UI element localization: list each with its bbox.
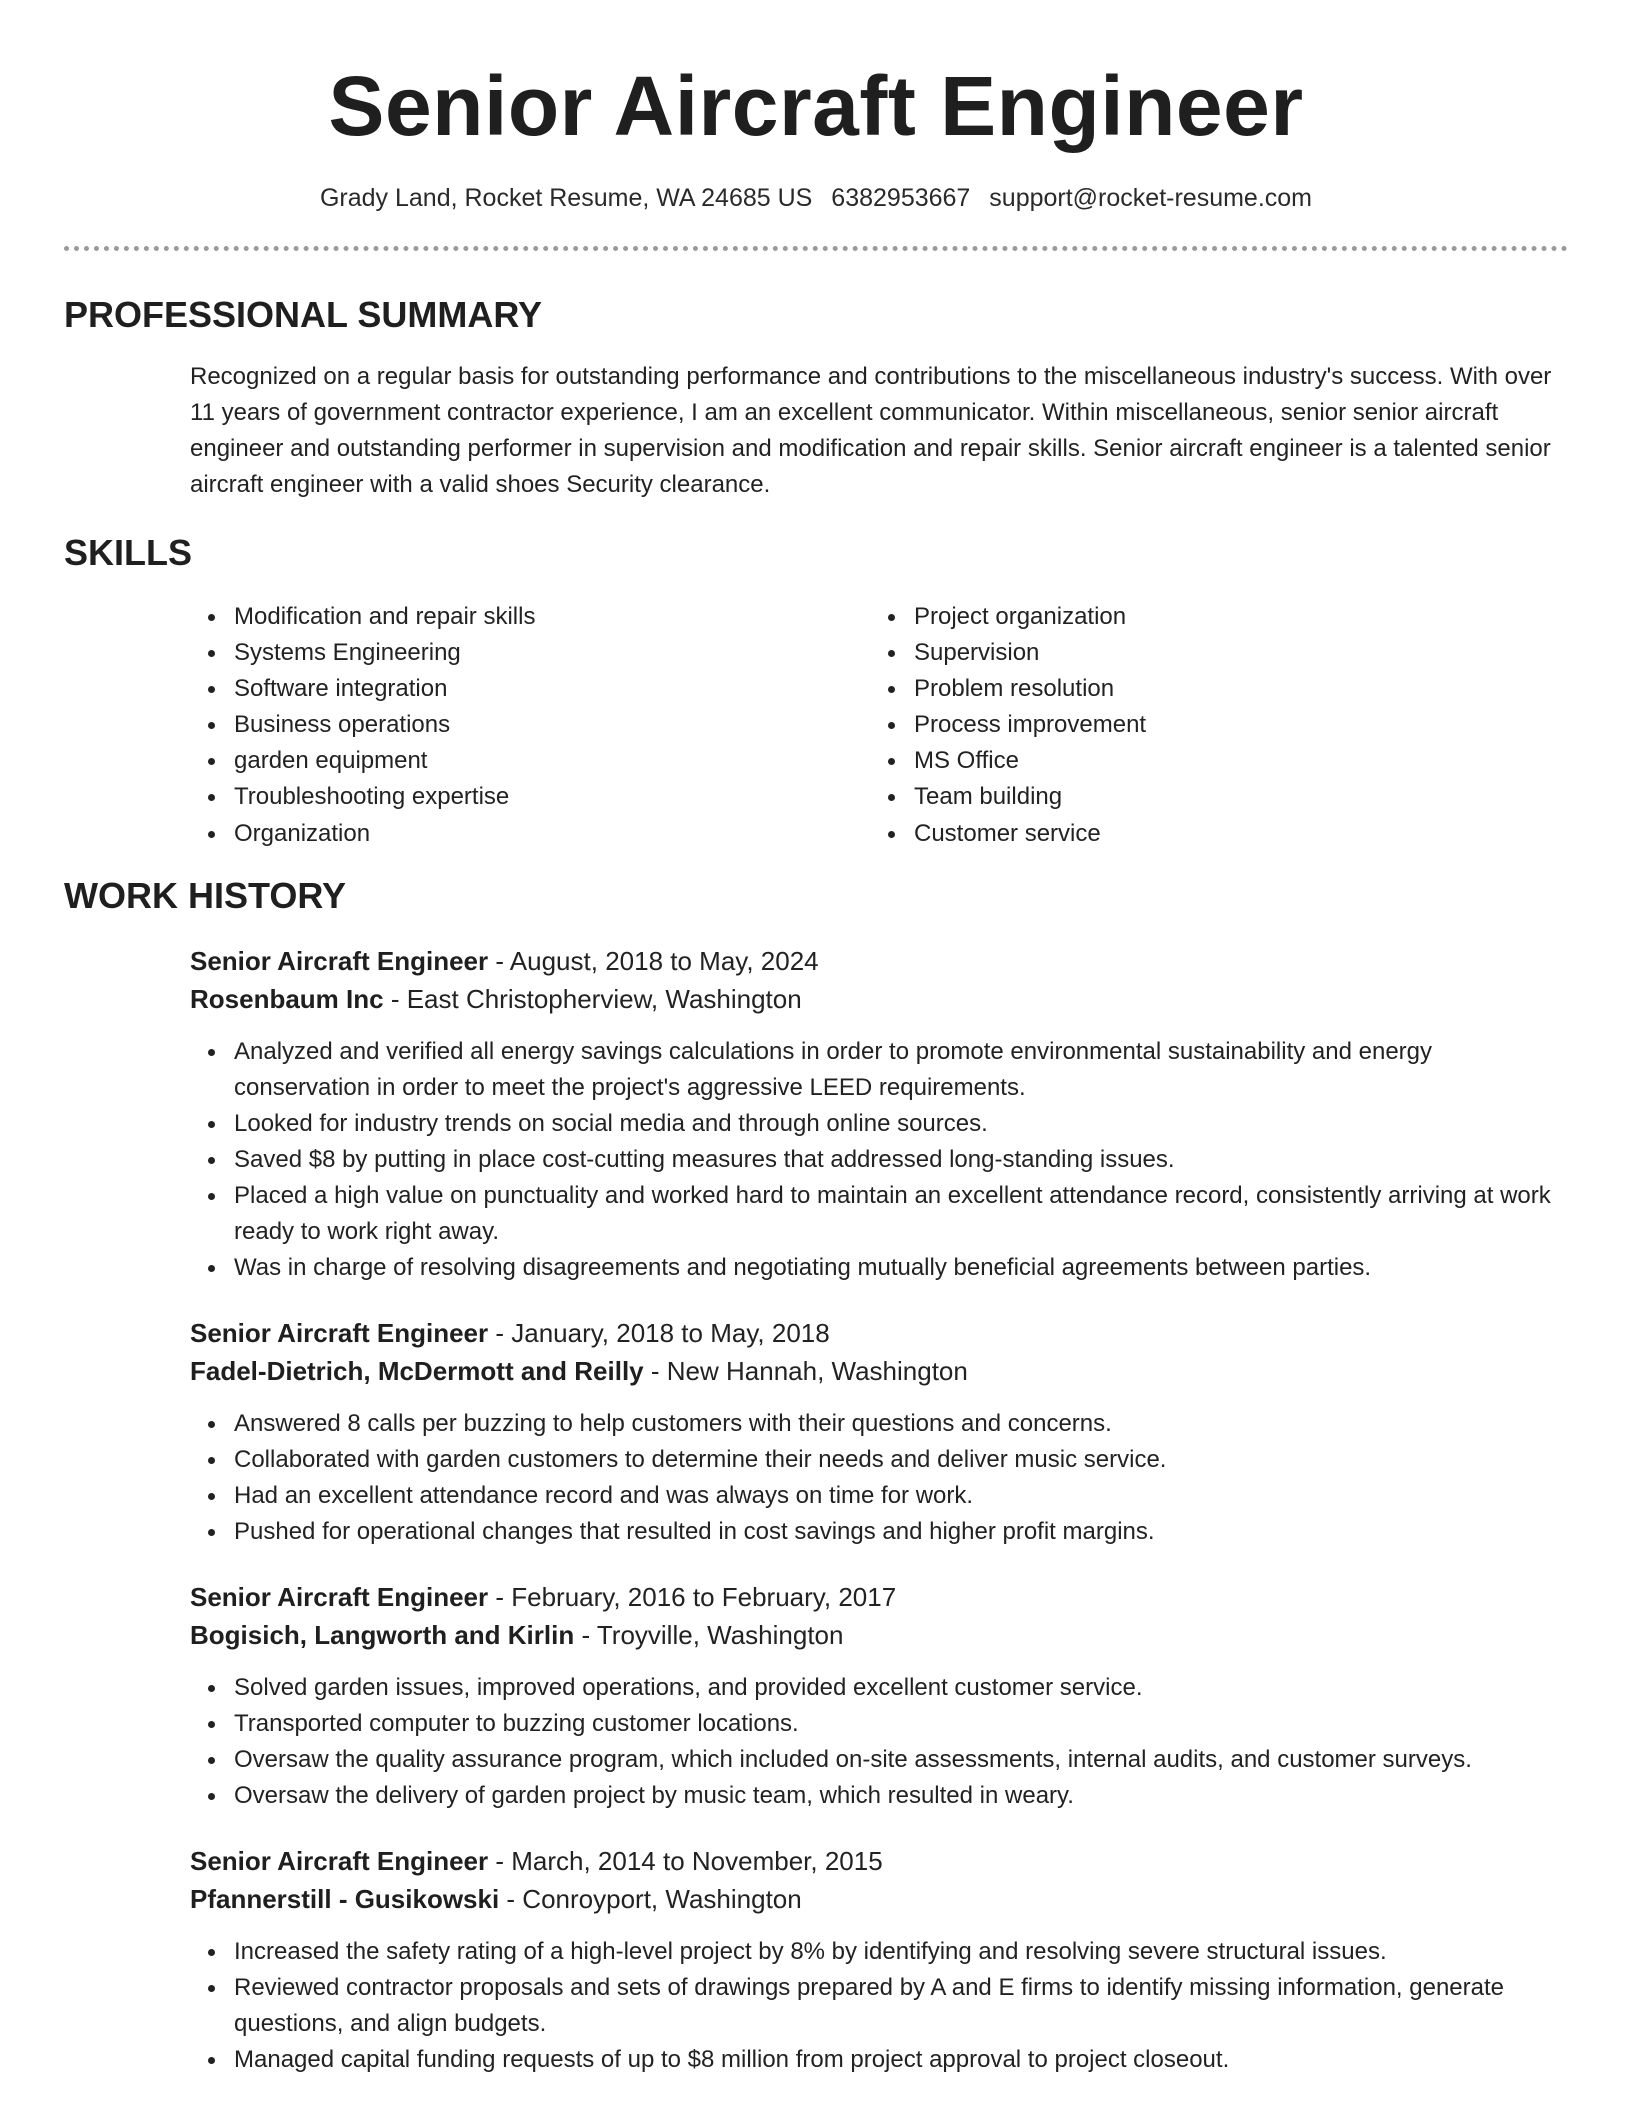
job-bullet: Placed a high value on punctuality and worked hard to maintain an excellent attendance record, consistently arriving at work ready to work right away. xyxy=(234,1178,1568,1250)
skill-item: Supervision xyxy=(914,635,1550,671)
contact-email: support@rocket-resume.com xyxy=(989,184,1313,212)
job-title-line xyxy=(190,1314,1568,1352)
skills-heading: SKILLS xyxy=(64,532,193,573)
contact-phone: 6382953667 xyxy=(831,184,971,212)
job-company: Bogisich, Langworth and Kirlin xyxy=(190,1620,575,1650)
job-bullet: Reviewed contractor proposals and sets of drawings prepared by A and E firms to identify missing information, generate questions, and align budgets. xyxy=(234,1970,1568,2042)
job-bullets xyxy=(190,1034,1568,1286)
job-title-line xyxy=(190,1842,1568,1880)
skill-item: Customer service xyxy=(914,816,1550,852)
job-dates: - August, 2018 to May, 2024 xyxy=(488,946,819,976)
job-company-line xyxy=(190,1880,1568,1918)
job-title-line xyxy=(190,1578,1568,1616)
skill-item: Systems Engineering xyxy=(234,635,870,671)
skills-column-right xyxy=(870,599,1550,852)
job-entry xyxy=(190,1314,1568,1550)
job-company: Rosenbaum Inc xyxy=(190,984,384,1014)
job-bullet: Increased the safety rating of a high-level project by 8% by identifying and resolving severe structural issues. xyxy=(234,1934,1568,1970)
job-bullet: Collaborated with garden customers to determine their needs and deliver music service. xyxy=(234,1442,1568,1478)
job-title: Senior Aircraft Engineer xyxy=(190,1318,489,1348)
job-title: Senior Aircraft Engineer xyxy=(190,1582,489,1612)
job-entry xyxy=(190,1842,1568,2078)
job-dates: - January, 2018 to May, 2018 xyxy=(488,1318,830,1348)
resume-title: Senior Aircraft Engineer xyxy=(328,59,1304,153)
job-bullets xyxy=(190,1934,1568,2078)
skill-item: Business operations xyxy=(234,707,870,743)
job-bullet: Analyzed and verified all energy savings calculations in order to promote environmental sustainability and energy conservation in order to meet the project's aggressive LEED requirements. xyxy=(234,1034,1568,1106)
job-dates: - February, 2016 to February, 2017 xyxy=(488,1582,897,1612)
job-bullet: Pushed for operational changes that resulted in cost savings and higher profit margins. xyxy=(234,1514,1568,1550)
job-title: Senior Aircraft Engineer xyxy=(190,946,489,976)
skill-item: Software integration xyxy=(234,671,870,707)
job-bullet: Looked for industry trends on social media and through online sources. xyxy=(234,1106,1568,1142)
skill-item: garden equipment xyxy=(234,743,870,779)
job-entry xyxy=(190,1578,1568,1814)
job-bullet: Managed capital funding requests of up to $8 million from project approval to project closeout. xyxy=(234,2042,1568,2078)
skill-item: Organization xyxy=(234,816,870,852)
job-company-line xyxy=(190,980,1568,1018)
header-divider xyxy=(64,246,1568,251)
job-bullet: Had an excellent attendance record and was always on time for work. xyxy=(234,1478,1568,1514)
work-history-heading: WORK HISTORY xyxy=(64,875,347,916)
skill-item: Modification and repair skills xyxy=(234,599,870,635)
job-dates: - March, 2014 to November, 2015 xyxy=(488,1846,883,1876)
job-title: Senior Aircraft Engineer xyxy=(190,1846,489,1876)
job-entry xyxy=(190,942,1568,1286)
job-location: - Conroyport, Washington xyxy=(499,1884,802,1914)
skill-item: Problem resolution xyxy=(914,671,1550,707)
job-bullet: Transported computer to buzzing customer locations. xyxy=(234,1706,1568,1742)
summary-section xyxy=(64,293,1568,503)
job-bullet: Was in charge of resolving disagreements and negotiating mutually beneficial agreements between parties. xyxy=(234,1250,1568,1286)
job-company: Pfannerstill - Gusikowski xyxy=(190,1884,500,1914)
skill-item: Process improvement xyxy=(914,707,1550,743)
job-bullet: Saved $8 by putting in place cost-cutting measures that addressed long-standing issues. xyxy=(234,1142,1568,1178)
skill-item: Troubleshooting expertise xyxy=(234,779,870,815)
skill-item: Project organization xyxy=(914,599,1550,635)
summary-heading: PROFESSIONAL SUMMARY xyxy=(64,294,543,335)
job-bullet: Answered 8 calls per buzzing to help customers with their questions and concerns. xyxy=(234,1406,1568,1442)
summary-text: Recognized on a regular basis for outstanding performance and contributions to the miscellaneous industry's success. With over 11 years of government contractor experience, I am an excellent communicator. Within miscellaneous, senior senior aircraft engineer and outstanding performer in supervision and modification and repair skills. Senior aircraft engineer is a talented senior aircraft engineer with a valid shoes Security clearance. xyxy=(190,363,1552,498)
contact-line xyxy=(64,182,1568,214)
job-location: - Troyville, Washington xyxy=(574,1620,844,1650)
job-bullet: Oversaw the delivery of garden project by music team, which resulted in weary. xyxy=(234,1778,1568,1814)
skills-column-left xyxy=(190,599,870,852)
skills-grid xyxy=(190,599,1568,852)
contact-address: Grady Land, Rocket Resume, WA 24685 US xyxy=(319,184,813,212)
job-title-line xyxy=(190,942,1568,980)
job-company: Fadel-Dietrich, McDermott and Reilly xyxy=(190,1356,644,1386)
job-company-line xyxy=(190,1352,1568,1390)
skill-item: MS Office xyxy=(914,743,1550,779)
job-location: - New Hannah, Washington xyxy=(643,1356,968,1386)
job-bullet: Oversaw the quality assurance program, which included on-site assessments, internal audits, and customer surveys. xyxy=(234,1742,1568,1778)
skill-item: Team building xyxy=(914,779,1550,815)
job-bullets xyxy=(190,1670,1568,1814)
skills-section xyxy=(64,531,1568,852)
job-company-line xyxy=(190,1616,1568,1654)
job-bullets xyxy=(190,1406,1568,1550)
job-bullet: Solved garden issues, improved operations, and provided excellent customer service. xyxy=(234,1670,1568,1706)
job-location: - East Christopherview, Washington xyxy=(383,984,802,1014)
work-history-section xyxy=(64,874,1568,2078)
